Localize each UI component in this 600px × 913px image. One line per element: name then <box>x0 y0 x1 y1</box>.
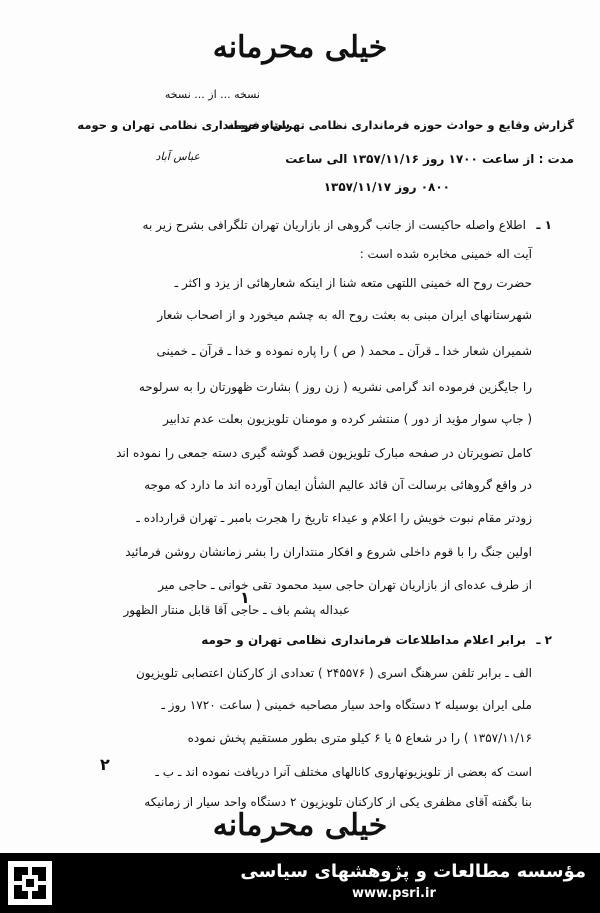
section1-line: زودتر مقام نبوت خویش را اعلام و عیداء تاریخ را هجرت بامبر ـ تهران قرارداده ـ <box>136 511 532 525</box>
section1-line: اطلاع واصله حاکیست از جانب گروهی از بازاریان تهران تلگرافی بشرح زیر به <box>142 218 526 232</box>
section2-line: ۱۳۵۷/۱۱/۱۶ ) را در شعاع ۵ یا ۶ کیلو متری بطور مستقیم پخش نموده <box>187 731 532 745</box>
section1-line: آیت اله خمینی مخابره شده است : <box>359 247 532 261</box>
section1-line: عبداله پشم باف ـ حاجی آقا قابل منتار الظهور <box>123 603 350 617</box>
section1-line: شهرستانهای ایران مبنی به بعثت روح اله به چشم میخورد و از اصحاب شعار <box>157 308 532 322</box>
section1-number: ۱ ـ <box>536 218 552 232</box>
copy-number-line: نسخه ... از ... نسخه <box>164 88 260 101</box>
psri-logo-icon <box>8 861 52 905</box>
section2-line: الف ـ برابر تلفن سرهنگ اسری ( ۲۴۵۵۷۶ ) تعدادی از کارکنان اعتصابی تلویزیون <box>135 666 532 680</box>
section2-line: بنا بگفته آقای مظفری یکی از کارکنان تلویزیون ۲ دستگاه واحد سیار از زمانیکه <box>144 795 532 809</box>
section2-line: است که بعضی از تلویزیونهاروی کانالهای مختلف آنرا دریافت نموده اند ـ ب ـ <box>155 765 532 779</box>
footer-bar <box>0 853 600 913</box>
stray-mark: ۲ <box>100 755 110 774</box>
stray-mark: ۱ <box>240 588 250 607</box>
section1-line: شمیران شعار خدا ـ قرآن ـ محمد ( ص ) را پاره نموده و خدا ـ قرآن ـ خمینی <box>156 344 532 358</box>
classification-top: خیلی محرمانه <box>212 30 388 65</box>
classification-bottom: خیلی محرمانه <box>212 808 388 843</box>
section1-line: در واقع گروهائی برسالت آن قائد عالیم الشأن ایمان آورده اند ما دارد که موجه <box>144 478 532 492</box>
report-period-line1: مدت : از ساعت ۱۷۰۰ روز ۱۳۵۷/۱۱/۱۶ الی ساعت <box>285 152 574 166</box>
section2-title: برابر اعلام مداطلاعات فرمانداری نظامی تهران و حومه <box>201 633 526 647</box>
section2-line: ملی ایران بوسیله ۲ دستگاه واحد سیار مصاحبه خمینی ( ساعت ۱۷۲۰ روز ـ <box>161 698 532 712</box>
section1-line: حضرت روح اله خمینی اللتهی متعه شنا از اینکه شعارهائی از یزد و اکثر ـ <box>174 276 532 290</box>
section1-line: از طرف عده‌ای از بازاریان تهران حاجی سید محمود تقی خوانی ـ حاجی میر <box>158 578 532 592</box>
section1-line: را جایگزین فرموده اند گرامی نشریه ( زن روز ) بشارت ظهورتان را به سرلوحه <box>138 380 532 394</box>
institute-url[interactable]: www.psri.ir <box>352 886 436 901</box>
section1-line: اولین جنگ را با قوم داخلی شروع و افکار منتداران را بشر زمانشان روشن فرمائید <box>125 545 532 559</box>
institute-name: مؤسسه مطالعات و پژوهشهای سیاسی <box>240 861 586 882</box>
handwritten-note: عباس آباد <box>155 150 200 163</box>
section2-number: ۲ ـ <box>536 633 552 647</box>
report-title: گزارش وقایع و حوادث حوزه فرمانداری نظامی تهران و حومه <box>227 118 574 132</box>
section1-line: کامل تصویرتان در صفحه مبارک تلویزیون قصد گوشه گیری دسته جمعی را نموده اند <box>116 446 532 460</box>
report-period-line2: ۰۸۰۰ روز ۱۳۵۷/۱۱/۱۷ <box>323 180 450 194</box>
section1-line: ( جاپ سوار مؤید از دور ) منتشر کرده و مومنان تلویزیون بعلت عدم تدابیر <box>163 412 532 426</box>
organization-name: ستاد فرمانداری نظامی تهران و حومه <box>77 118 290 132</box>
